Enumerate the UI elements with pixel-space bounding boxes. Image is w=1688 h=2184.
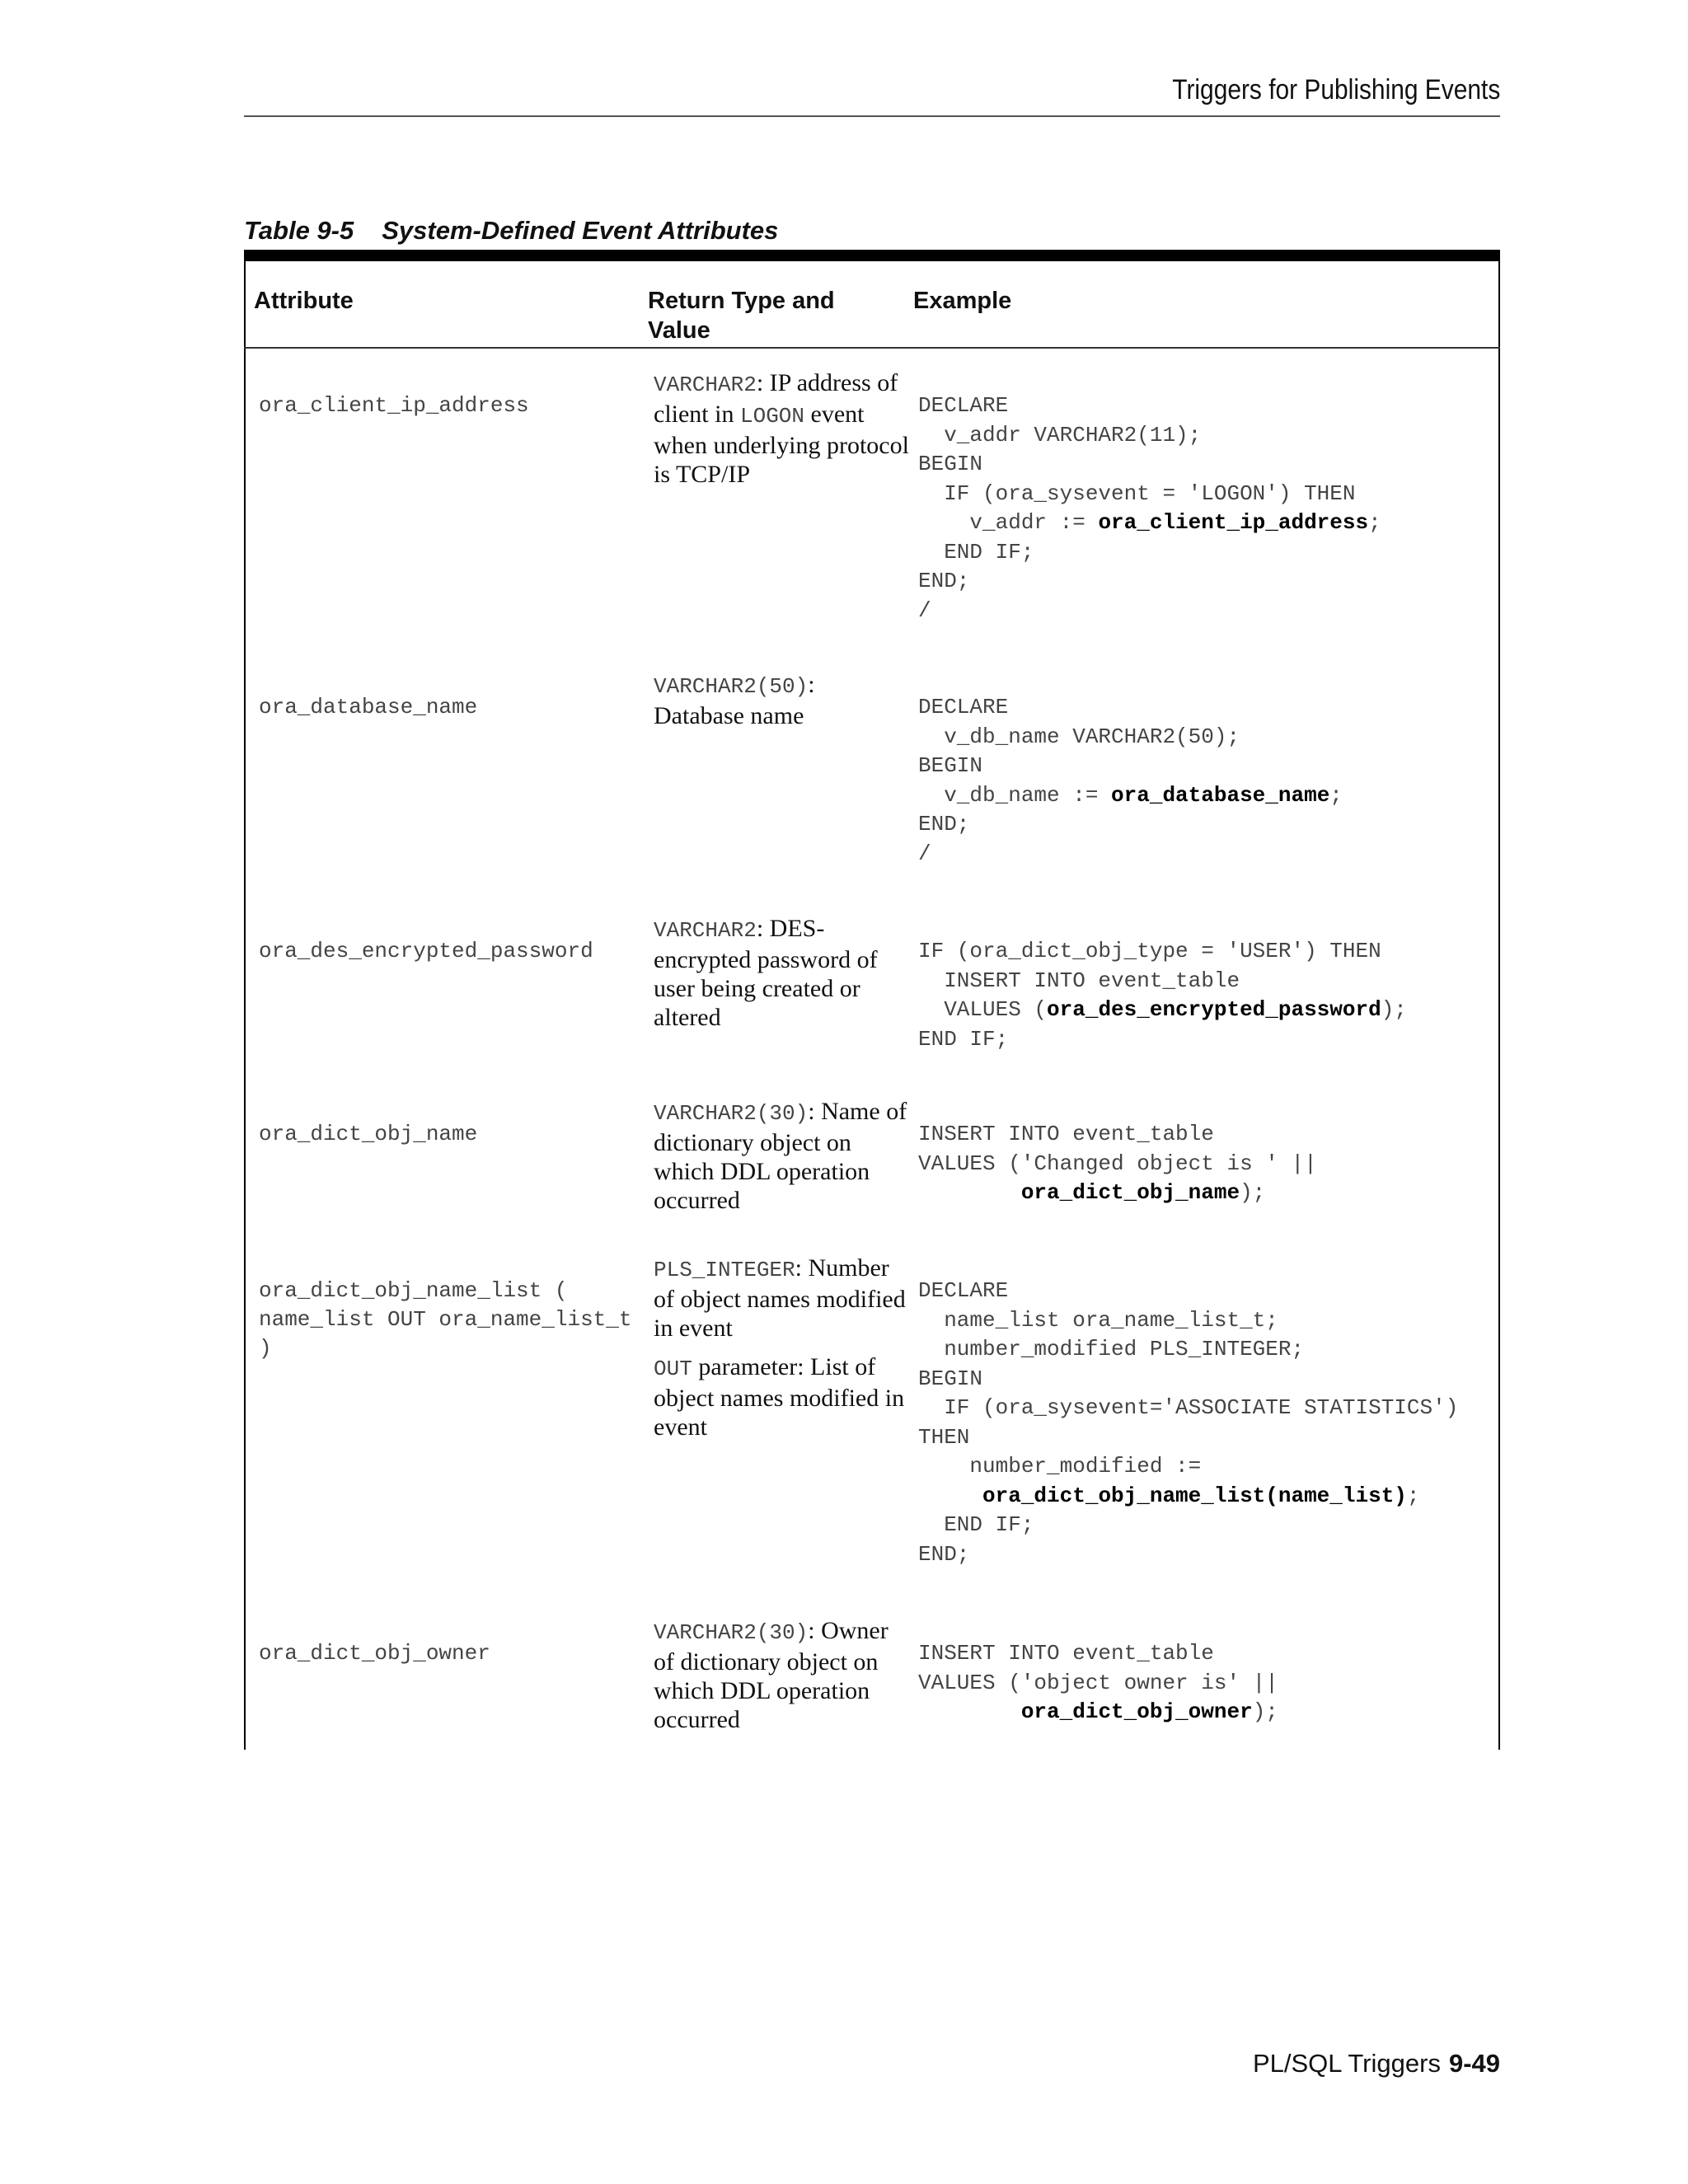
return-description-cont: parameter: List of object names modified in event — [654, 1353, 905, 1441]
code-attribute-highlight: ora_client_ip_address — [1098, 510, 1369, 535]
attribute-name: ora_dict_obj_name — [259, 1122, 478, 1146]
code-attribute-highlight: ora_dict_obj_owner — [1020, 1699, 1253, 1724]
code-example — [918, 1120, 1317, 1208]
return-type: VARCHAR2 — [654, 373, 757, 397]
code-example — [918, 1639, 1278, 1727]
attribute-name: ora_dict_obj_owner — [259, 1641, 490, 1666]
column-header-attribute: Attribute — [254, 288, 354, 314]
code-text-end: ; END; / — [918, 782, 1343, 866]
footer-book-title: PL/SQL Triggers — [1252, 2049, 1441, 2078]
code-text: IF (ora_dict_obj_type = 'USER') THEN INSERT INTO event_table VALUES ( — [918, 939, 1381, 1022]
code-text: DECLARE v_addr VARCHAR2(11); BEGIN IF (ora_sysevent = 'LOGON') THEN v_addr := — [918, 393, 1356, 535]
table-right-rule — [1498, 261, 1500, 1750]
return-description: : Database name — [654, 671, 815, 729]
code-example — [918, 693, 1343, 869]
return-type-value — [654, 1254, 909, 1451]
code-attribute-highlight: ora_des_encrypted_password — [1047, 997, 1381, 1022]
return-type: PLS_INTEGER — [654, 1258, 795, 1282]
code-example — [918, 937, 1407, 1054]
return-type-value — [654, 914, 909, 1032]
return-type-value — [654, 1616, 909, 1734]
code-text: INSERT INTO event_table VALUES ('Changed object is ' || — [918, 1122, 1317, 1176]
code-text: DECLARE v_db_name VARCHAR2(50); BEGIN v_db_name := — [918, 695, 1240, 808]
code-example — [918, 1277, 1458, 1569]
return-description: : Number of object names modified in event — [654, 1254, 906, 1342]
table-header-row — [244, 261, 1500, 349]
running-header-title: Triggers for Publishing Events — [1171, 74, 1500, 105]
return-description: : IP address of client in — [654, 369, 898, 428]
code-text-end: ); — [1240, 1180, 1266, 1205]
return-keyword: OUT — [654, 1357, 692, 1381]
code-attribute-highlight: ora_dict_obj_name — [1020, 1180, 1240, 1205]
code-text-end: ); END IF; — [918, 997, 1407, 1052]
table-left-rule — [244, 261, 246, 1750]
return-type: VARCHAR2(30) — [654, 1620, 809, 1645]
return-type: VARCHAR2(50) — [654, 674, 809, 699]
event-attributes-table — [244, 250, 1500, 1761]
column-header-return-type: Return Type and Value — [648, 288, 835, 344]
return-type: VARCHAR2 — [654, 918, 757, 943]
return-description: : Name of dictionary object on which DDL operation occurred — [654, 1098, 907, 1214]
table-caption-number: Table 9-5 — [244, 216, 354, 245]
code-text-end: ; END IF; END; / — [918, 510, 1381, 623]
page-footer — [1253, 2049, 1500, 2079]
return-description-cont: event when underlying protocol is TCP/IP — [654, 401, 909, 488]
return-type: VARCHAR2(30) — [654, 1101, 809, 1126]
running-header — [244, 69, 1500, 117]
return-type-value — [654, 670, 909, 730]
column-header-example: Example — [913, 288, 1012, 314]
table-caption-title: System-Defined Event Attributes — [382, 216, 779, 245]
attribute-name: ora_client_ip_address — [259, 393, 529, 418]
attribute-name: ora_dict_obj_name_list ( name_list OUT ora_name_list_t ) — [259, 1278, 632, 1361]
return-description: : Owner of dictionary object on which DDL operation occurred — [654, 1617, 889, 1733]
code-text-end: ; END IF; END; — [918, 1483, 1420, 1567]
return-description: : DES-encrypted password of user being created or altered — [654, 915, 878, 1031]
code-example — [918, 391, 1381, 626]
return-keyword: LOGON — [739, 404, 804, 429]
code-attribute-highlight: ora_database_name — [1111, 782, 1330, 808]
code-text: INSERT INTO event_table VALUES ('object owner is' || — [918, 1641, 1278, 1695]
code-text-end: ); — [1252, 1699, 1278, 1724]
page-number: 9-49 — [1448, 2049, 1500, 2078]
return-type-value — [654, 368, 909, 489]
return-type-value — [654, 1097, 909, 1215]
code-text: DECLARE name_list ora_name_list_t; number_modified PLS_INTEGER; BEGIN IF (ora_sysevent='ASSOCIATE STATISTICS') THEN number_modified := — [918, 1278, 1459, 1479]
code-attribute-highlight: ora_dict_obj_name_list(name_list) — [982, 1483, 1407, 1508]
attribute-name: ora_des_encrypted_password — [259, 939, 593, 963]
table-caption — [244, 216, 778, 246]
attribute-name: ora_database_name — [259, 695, 478, 719]
